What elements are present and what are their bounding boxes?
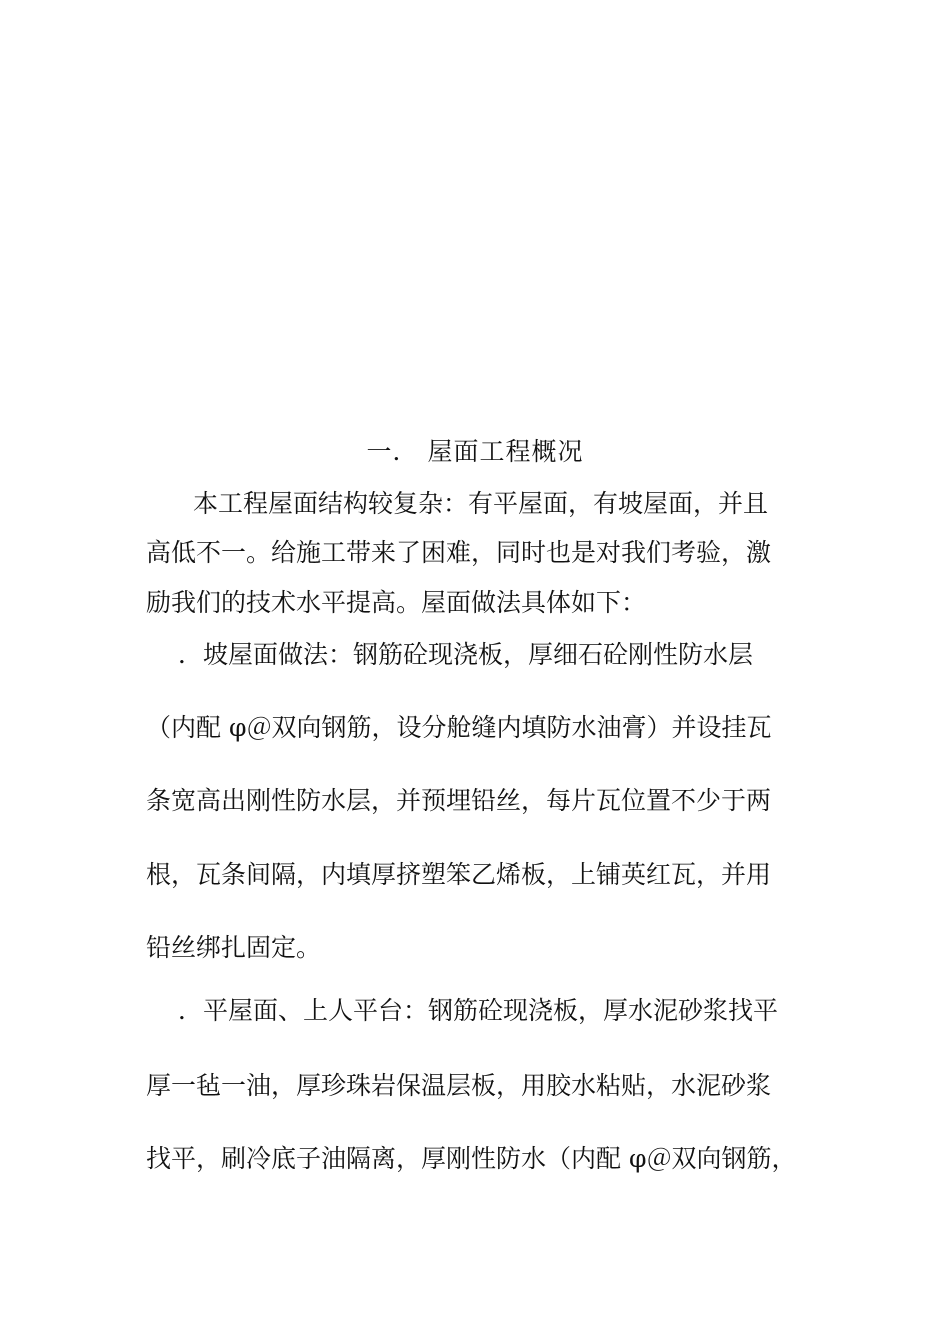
paragraph-line: 根，瓦条间隔，内填厚挤塑笨乙烯板，上铺英红瓦，并用 [146, 860, 772, 889]
paragraph-line: 励我们的技术水平提高。屋面做法具体如下： [146, 588, 647, 617]
paragraph-line: 铅丝绑扎固定。 [146, 933, 322, 962]
paragraph-line: 高低不一。给施工带来了困难，同时也是对我们考验，激 [146, 538, 772, 567]
section-heading: 一． 屋面工程概况 [366, 437, 584, 466]
paragraph-line: 厚一毡一油，厚珍珠岩保温层板，用胶水粘贴，水泥砂浆 [146, 1071, 772, 1100]
paragraph-line: 找平，刷冷底子油隔离，厚刚性防水（内配 φ＠双向钢筋， [146, 1144, 797, 1173]
paragraph-line: 条宽高出刚性防水层，并预埋铅丝，每片瓦位置不少于两 [146, 786, 772, 815]
paragraph-line: （内配 φ＠双向钢筋，设分舱缝内填防水油膏）并设挂瓦 [146, 713, 772, 742]
paragraph-line: 本工程屋面结构较复杂：有平屋面，有坡屋面，并且 [193, 489, 769, 518]
paragraph-line: ．坡屋面做法：钢筋砼现浇板，厚细石砼刚性防水层 [178, 640, 754, 669]
paragraph-line: ．平屋面、上人平台：钢筋砼现浇板，厚水泥砂浆找平 [178, 996, 779, 1025]
